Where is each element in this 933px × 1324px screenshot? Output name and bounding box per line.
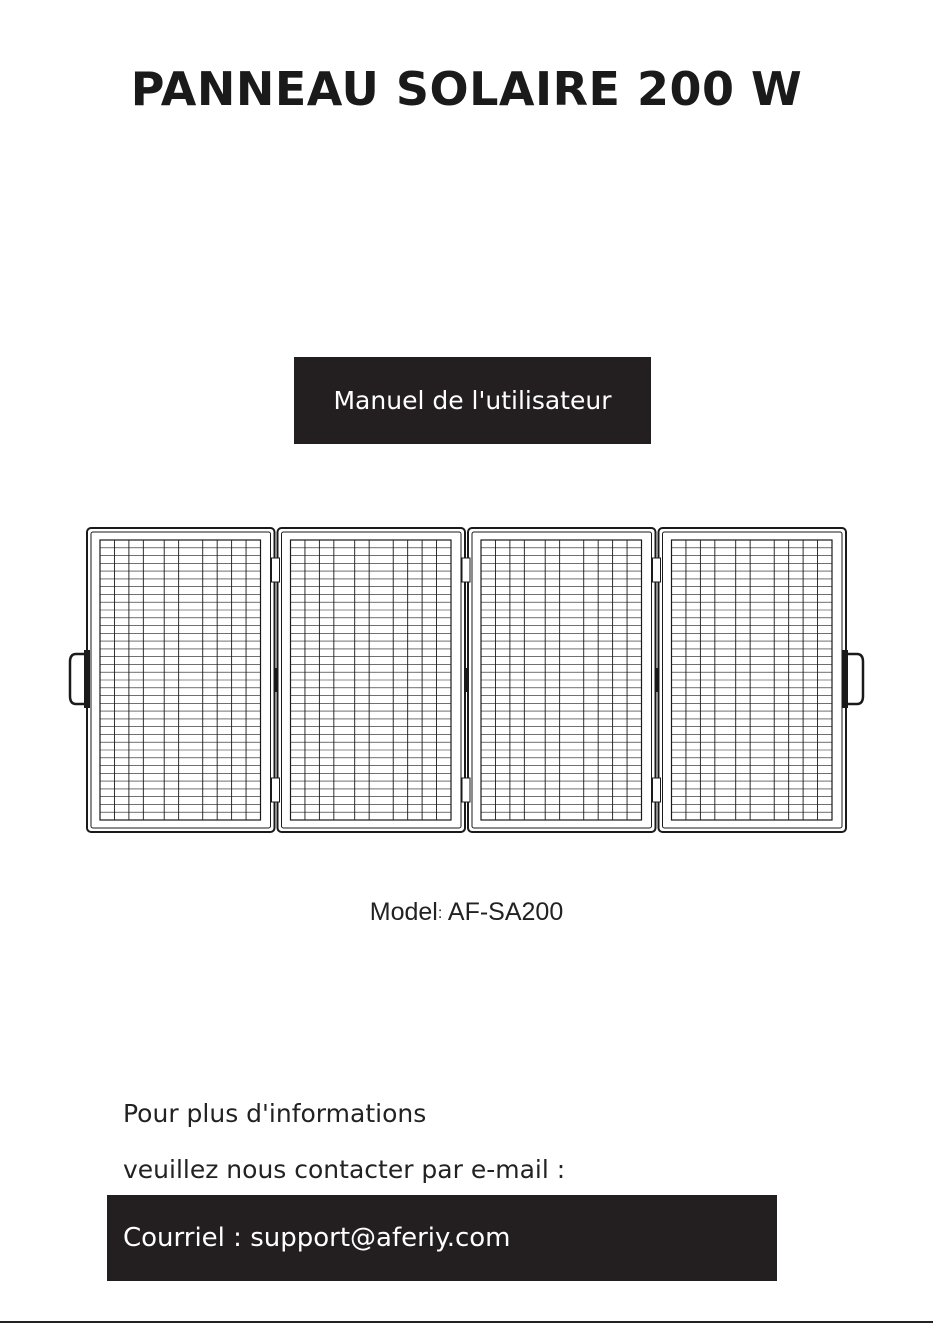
hinge-clip xyxy=(462,558,470,582)
info-line-2: veuillez nous contacter par e-mail : xyxy=(123,1155,566,1184)
model-colon: : xyxy=(437,905,443,922)
hinge-latch xyxy=(274,668,279,692)
model-line xyxy=(0,898,933,927)
email-line[interactable]: Courriel : support@aferiy.com xyxy=(123,1223,511,1253)
hinge-clip xyxy=(653,778,661,802)
right-handle xyxy=(846,654,863,704)
left-handle-mount xyxy=(84,650,90,708)
hinge-clip xyxy=(653,558,661,582)
solar-panel-illustration xyxy=(66,524,866,836)
right-handle-mount xyxy=(842,650,848,708)
hinge-clip xyxy=(272,778,280,802)
model-value: AF-SA200 xyxy=(447,898,564,926)
hinge-clip xyxy=(272,558,280,582)
hinge-latch xyxy=(655,668,660,692)
manual-label-box xyxy=(294,357,651,444)
hinge-latch xyxy=(464,668,469,692)
bottom-divider xyxy=(0,1321,933,1323)
info-line-1: Pour plus d'informations xyxy=(123,1099,427,1128)
solar-panel-image xyxy=(66,524,866,836)
hinge-clip xyxy=(462,778,470,802)
email-box xyxy=(107,1195,777,1281)
model-label: Model xyxy=(369,898,438,926)
document-title: PANNEAU SOLAIRE 200 W xyxy=(130,62,803,116)
manual-label: Manuel de l'utilisateur xyxy=(333,386,612,415)
